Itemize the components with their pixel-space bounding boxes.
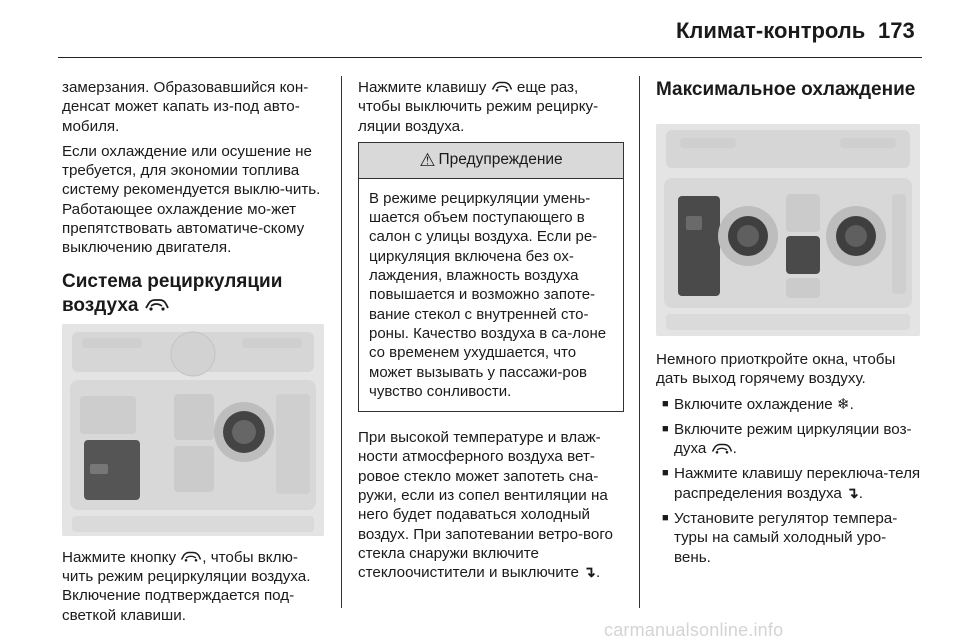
- warning-title: Предупреждение: [438, 151, 563, 169]
- list-item: ■ Включите режим циркуляции воз-духа .: [656, 420, 922, 459]
- list-item: ■ Включите охлаждение ❄.: [656, 395, 922, 414]
- bullet-square-icon: ■: [662, 397, 669, 410]
- warning-text: В режиме рециркуляции умень-шается объем поступающего в салон с улицы воздуха. Если ре-циркуляция включена без ох-лаждения, влажность воздуха повышается и возможно запоте-вание стекол с внутренней сто-роны. Качество воздуха в са-лоне со временем ухудшается, что может вызывать у пассажи-ров чувство сонливости.: [369, 189, 607, 400]
- bullet-square-icon: ■: [662, 512, 669, 525]
- paragraph: Если охлаждение или осушение не требуется, для экономии топлива систему рекомендуется выклю-чить. Работающее охлаждение мо-жет препятствовать автоматиче-скому выключению двигателя.: [62, 142, 321, 257]
- snowflake-icon: ❄: [836, 395, 850, 413]
- column-right: [656, 78, 922, 573]
- paragraph: замерзания. Образовавшийся кон-денсат может капать из-под авто-мобиля.: [62, 79, 309, 135]
- column-middle: [358, 78, 624, 589]
- seat-airflow-icon: ↴: [583, 564, 596, 582]
- paragraph-recirculation-off: Нажмите клавишу еще раз, чтобы выключить режим рецирку-ляции воздуха.: [358, 79, 599, 135]
- warning-header: [359, 143, 623, 179]
- warning-box: [358, 142, 624, 412]
- recirculation-car-icon: [711, 443, 733, 454]
- climate-panel-photo-max-cooling: [656, 124, 920, 336]
- list-item: ■ Установите регулятор темпера-туры на самый холодный уро-вень.: [656, 509, 922, 567]
- column-divider: [341, 76, 342, 608]
- bullet-square-icon: ■: [662, 422, 669, 435]
- recirculation-car-icon: [144, 298, 170, 311]
- watermark: carmanualsonline.info: [604, 620, 784, 640]
- section-heading-recirculation: Система рециркуляции воздуха: [62, 270, 283, 316]
- list-item: ■ Нажмите клавишу переключа-теля распределения воздуха ↴.: [656, 464, 922, 503]
- paragraph-recirculation-on: Нажмите кнопку , чтобы вклю-чить режим рециркуляции воздуха. Включение подтверждается под-светкой клавиши.: [62, 548, 311, 624]
- recirculation-car-icon: [491, 81, 513, 92]
- paragraph-open-windows: Немного приоткройте окна, чтобы дать выход горячему воздуху.: [656, 351, 896, 388]
- section-heading-max-cooling: Максимальное охлаждение: [656, 79, 916, 100]
- column-left: [62, 78, 328, 631]
- seat-airflow-icon: ↴: [846, 484, 859, 502]
- page-title: Климат-контроль: [676, 18, 866, 43]
- header-divider: [58, 57, 922, 58]
- page-number: 173: [878, 18, 915, 43]
- paragraph-windshield-fog: При высокой температуре и влаж-ности атмосферного воздуха вет-ровое стекло может запотеть сна-ружи, если из сопел вентиляции на него будет подаваться холодный воздух. При запотевании ветро-вого стекла снаружи включите стеклоочистители и выключите ↴.: [358, 429, 613, 582]
- column-divider: [639, 76, 640, 608]
- bullet-square-icon: ■: [662, 467, 669, 480]
- recirculation-car-icon: [180, 551, 202, 562]
- climate-panel-photo-recirculation: [62, 324, 324, 536]
- warning-triangle-icon: ⚠: [419, 149, 436, 170]
